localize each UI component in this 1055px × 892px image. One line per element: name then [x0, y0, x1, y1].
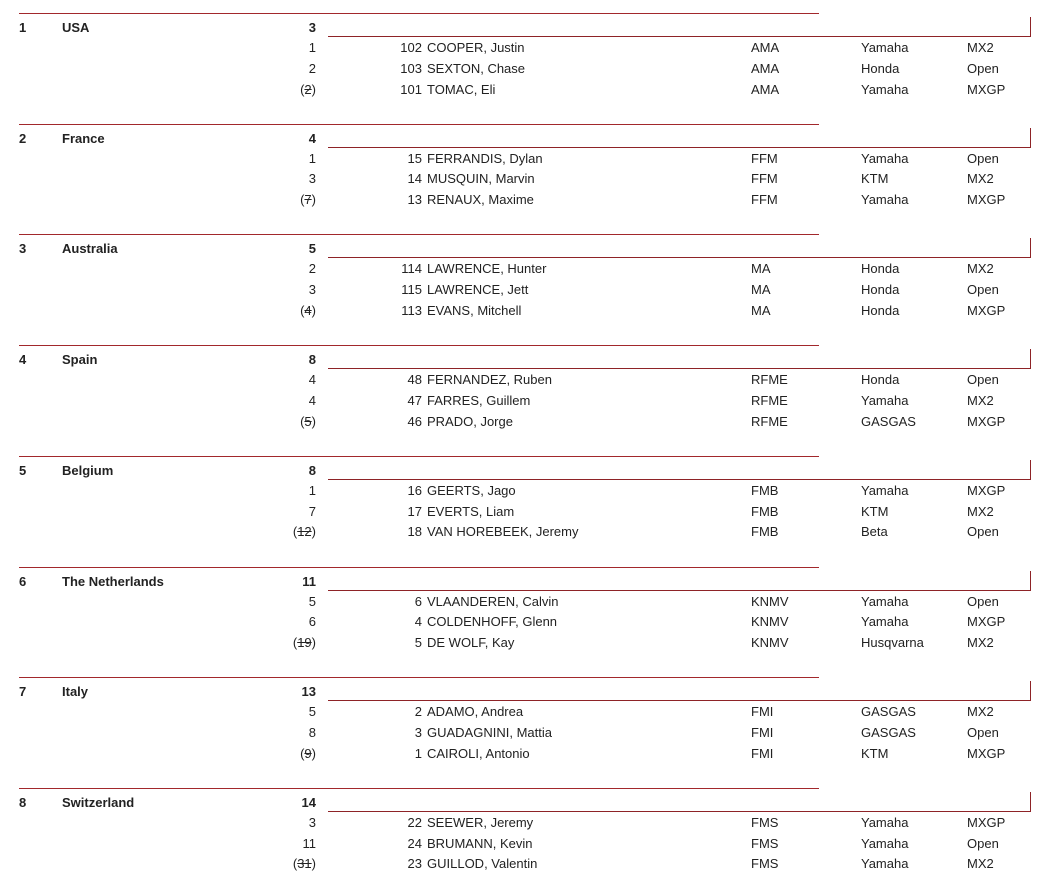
rider-bike: Yamaha: [861, 40, 909, 55]
team-points: 8: [308, 352, 316, 368]
team-points: 3: [308, 20, 316, 35]
rider-position: 7: [308, 503, 316, 519]
rider-class: MXGP: [967, 302, 1006, 318]
divider: [328, 36, 1031, 37]
rider-federation: MA: [751, 282, 771, 298]
rider-position: (9): [300, 745, 316, 761]
rider-bike: Honda: [861, 261, 900, 277]
rider-federation: MA: [751, 302, 771, 318]
rider-bike: Honda: [861, 60, 900, 76]
rider-row: [0, 261, 1055, 279]
rider-federation: FFM: [751, 171, 778, 187]
rider-class: MX2: [967, 392, 994, 408]
divider: [328, 368, 1031, 369]
rider-class: MX2: [967, 171, 994, 187]
rider-row: [0, 725, 1055, 743]
rider-name: DE WOLF, Kay: [427, 635, 515, 651]
team-name: USA: [62, 20, 90, 35]
divider: [19, 677, 819, 678]
rider-class: MXGP: [967, 614, 1006, 630]
team-name: France: [62, 130, 105, 146]
rider-position-value: 12: [297, 524, 312, 540]
rider-bike: Yamaha: [861, 814, 909, 830]
divider: [19, 456, 819, 457]
rider-position-value: 2: [304, 81, 312, 97]
rider-position: 1: [308, 150, 316, 166]
rider-federation: KNMV: [751, 635, 789, 651]
rider-federation: FMS: [751, 814, 779, 830]
divider: [328, 257, 1031, 258]
divider: [328, 700, 1031, 701]
rider-bike: Yamaha: [861, 81, 909, 97]
rider-bike: Yamaha: [861, 150, 909, 166]
divider: [19, 124, 819, 125]
rider-bike: KTM: [861, 171, 889, 187]
rider-bike: KTM: [861, 745, 889, 761]
rider-position: 5: [308, 704, 316, 720]
rider-number: 46: [407, 413, 422, 429]
rider-bike: Honda: [861, 302, 900, 318]
rider-row: [0, 151, 1055, 169]
rider-class: Open: [967, 150, 999, 166]
rider-class: Open: [967, 524, 999, 540]
rider-class: MXGP: [967, 413, 1006, 429]
team-block: [0, 677, 1055, 781]
rider-name: BRUMANN, Kevin: [427, 835, 533, 851]
rider-row: [0, 614, 1055, 632]
rider-position: (4): [300, 302, 316, 318]
rider-name: VLAANDEREN, Calvin: [427, 593, 559, 609]
rider-row: [0, 171, 1055, 189]
team-block: [0, 567, 1055, 671]
team-block: [0, 345, 1055, 449]
rider-number: 16: [407, 482, 422, 498]
team-position: 3: [19, 241, 27, 257]
divider: [19, 234, 819, 235]
rider-position: 1: [308, 40, 316, 55]
team-position: 5: [19, 462, 27, 478]
rider-row: [0, 483, 1055, 501]
divider: [328, 147, 1031, 148]
divider: [19, 345, 819, 346]
rider-class: MXGP: [967, 192, 1006, 208]
rider-position: (12): [292, 524, 316, 540]
rider-federation: FMB: [751, 524, 779, 540]
team-header: [0, 131, 1055, 147]
rider-federation: FFM: [751, 192, 778, 208]
rider-class: Open: [967, 60, 999, 76]
rider-bike: Yamaha: [861, 614, 909, 630]
rider-bike: Beta: [861, 524, 888, 540]
rider-row: [0, 303, 1055, 321]
rider-federation: AMA: [751, 60, 780, 76]
rider-position: 3: [308, 282, 316, 298]
team-points: 14: [301, 794, 316, 810]
rider-name: RENAUX, Maxime: [427, 192, 534, 208]
rider-federation: KNMV: [751, 593, 789, 609]
rider-federation: KNMV: [751, 614, 789, 630]
rider-class: MX2: [967, 704, 994, 720]
rider-row: [0, 82, 1055, 100]
rider-name: VAN HOREBEEK, Jeremy: [427, 524, 579, 540]
divider: [328, 479, 1031, 480]
team-points: 5: [308, 241, 316, 257]
rider-class: MX2: [967, 503, 994, 519]
rider-number: 2: [414, 704, 422, 720]
rider-class: MX2: [967, 635, 994, 651]
rider-row: [0, 282, 1055, 300]
rider-row: [0, 836, 1055, 854]
rider-federation: AMA: [751, 81, 780, 97]
rider-federation: RFME: [751, 372, 788, 388]
rider-row: [0, 40, 1055, 58]
team-name: Spain: [62, 352, 98, 368]
rider-position: 11: [302, 835, 316, 851]
rider-federation: FMI: [751, 704, 774, 720]
rider-position: 2: [308, 261, 316, 277]
rider-position: 5: [308, 593, 316, 609]
rider-row: [0, 372, 1055, 390]
team-position: 2: [19, 130, 27, 146]
team-block: [0, 234, 1055, 338]
rider-class: Open: [967, 724, 999, 740]
rider-number: 6: [414, 593, 422, 609]
rider-name: EVERTS, Liam: [427, 503, 515, 519]
team-header: [0, 352, 1055, 368]
team-points: 4: [308, 130, 316, 146]
rider-federation: AMA: [751, 40, 780, 55]
team-header: [0, 20, 1055, 36]
rider-name: GUADAGNINI, Mattia: [427, 724, 552, 740]
rider-class: MXGP: [967, 482, 1006, 498]
rider-position: 3: [308, 171, 316, 187]
rider-federation: FMB: [751, 482, 779, 498]
rider-bike: Yamaha: [861, 192, 909, 208]
rider-class: Open: [967, 282, 999, 298]
rider-number: 48: [407, 372, 422, 388]
team-name: Belgium: [62, 462, 114, 478]
team-header: [0, 795, 1055, 811]
rider-position: (5): [300, 413, 316, 429]
rider-row: [0, 856, 1055, 874]
team-position: 4: [19, 352, 27, 368]
team-header: [0, 574, 1055, 590]
rider-position: (7): [300, 192, 316, 208]
rider-row: [0, 393, 1055, 411]
rider-name: LAWRENCE, Jett: [427, 282, 529, 298]
rider-row: [0, 414, 1055, 432]
rider-bike: GASGAS: [861, 413, 916, 429]
rider-number: 22: [407, 814, 422, 830]
rider-row: [0, 746, 1055, 764]
rider-number: 1: [414, 745, 422, 761]
rider-row: [0, 704, 1055, 722]
divider: [328, 590, 1031, 591]
team-name: The Netherlands: [62, 573, 164, 589]
rider-position: 1: [308, 482, 316, 498]
rider-position-value: 9: [304, 745, 312, 761]
rider-federation: FMS: [751, 835, 779, 851]
rider-bike: Honda: [861, 282, 900, 298]
rider-class: MXGP: [967, 81, 1006, 97]
team-points: 13: [301, 684, 316, 700]
rider-number: 101: [400, 81, 422, 97]
rider-position-value: 5: [304, 413, 312, 429]
rider-position-value: 31: [297, 856, 312, 872]
team-block: [0, 456, 1055, 560]
rider-bike: Yamaha: [861, 392, 909, 408]
rider-class: MXGP: [967, 745, 1006, 761]
rider-bike: GASGAS: [861, 704, 916, 720]
rider-number: 17: [407, 503, 422, 519]
rider-row: [0, 524, 1055, 542]
rider-number: 4: [414, 614, 422, 630]
rider-number: 102: [400, 40, 422, 55]
rider-position: 2: [308, 60, 316, 76]
team-block: [0, 13, 1055, 117]
rider-class: MXGP: [967, 814, 1006, 830]
rider-number: 113: [401, 302, 422, 318]
rider-name: FARRES, Guillem: [427, 392, 531, 408]
rider-name: FERNANDEZ, Ruben: [427, 372, 552, 388]
rider-position-value: 19: [297, 635, 312, 651]
rider-federation: RFME: [751, 413, 788, 429]
rider-class: Open: [967, 593, 999, 609]
rider-number: 15: [407, 150, 422, 166]
divider: [19, 567, 819, 568]
rider-number: 114: [401, 261, 422, 277]
rider-class: Open: [967, 835, 999, 851]
rider-bike: KTM: [861, 503, 889, 519]
rider-row: [0, 192, 1055, 210]
rider-class: MX2: [967, 40, 994, 55]
rider-federation: FMI: [751, 745, 774, 761]
rider-name: GUILLOD, Valentin: [427, 856, 538, 872]
rider-name: PRADO, Jorge: [427, 413, 513, 429]
rider-name: SEEWER, Jeremy: [427, 814, 534, 830]
rider-number: 18: [407, 524, 422, 540]
rider-name: ADAMO, Andrea: [427, 704, 524, 720]
rider-number: 24: [407, 835, 422, 851]
rider-position: 4: [308, 392, 316, 408]
divider: [19, 788, 819, 789]
rider-federation: MA: [751, 261, 771, 277]
team-position: 6: [19, 573, 27, 589]
rider-row: [0, 594, 1055, 612]
rider-bike: Honda: [861, 372, 900, 388]
rider-class: MX2: [967, 856, 994, 872]
rider-number: 13: [407, 192, 422, 208]
rider-number: 115: [401, 282, 422, 298]
rider-position: 8: [308, 724, 316, 740]
team-points: 8: [308, 462, 316, 478]
rider-row: [0, 504, 1055, 522]
rider-position-value: 7: [304, 192, 312, 208]
rider-bike: Yamaha: [861, 593, 909, 609]
rider-row: [0, 635, 1055, 653]
team-name: Switzerland: [62, 794, 135, 810]
rider-name: CAIROLI, Antonio: [427, 745, 530, 761]
rider-number: 5: [414, 635, 422, 651]
rider-federation: FMS: [751, 856, 779, 872]
divider: [328, 811, 1031, 812]
rider-position: 3: [308, 814, 316, 830]
rider-bike: GASGAS: [861, 724, 916, 740]
rider-position: 6: [308, 614, 316, 630]
rider-federation: FMB: [751, 503, 779, 519]
rider-row: [0, 61, 1055, 79]
rider-federation: FMI: [751, 724, 774, 740]
rider-name: GEERTS, Jago: [427, 482, 516, 498]
rider-number: 3: [414, 724, 422, 740]
divider: [19, 13, 819, 14]
rider-federation: RFME: [751, 392, 788, 408]
team-block: [0, 788, 1055, 892]
team-header: [0, 463, 1055, 479]
rider-name: SEXTON, Chase: [427, 60, 526, 76]
rider-bike: Yamaha: [861, 482, 909, 498]
rider-name: EVANS, Mitchell: [427, 302, 522, 318]
team-position: 1: [19, 20, 27, 35]
rider-name: MUSQUIN, Marvin: [427, 171, 535, 187]
team-position: 8: [19, 794, 27, 810]
team-block: [0, 124, 1055, 228]
rider-class: MX2: [967, 261, 994, 277]
rider-position: (2): [300, 81, 316, 97]
rider-bike: Yamaha: [861, 835, 909, 851]
team-header: [0, 684, 1055, 700]
team-points: 11: [302, 573, 316, 589]
rider-name: TOMAC, Eli: [427, 81, 496, 97]
team-position: 7: [19, 684, 27, 700]
rider-number: 103: [400, 60, 422, 76]
rider-federation: FFM: [751, 150, 778, 166]
rider-bike: Yamaha: [861, 856, 909, 872]
rider-name: COLDENHOFF, Glenn: [427, 614, 558, 630]
rider-name: LAWRENCE, Hunter: [427, 261, 547, 277]
rider-position: 4: [308, 372, 316, 388]
rider-position: (19): [292, 635, 316, 651]
rider-row: [0, 815, 1055, 833]
rider-class: Open: [967, 372, 999, 388]
rider-number: 14: [407, 171, 422, 187]
team-name: Italy: [62, 684, 89, 700]
rider-position-value: 4: [304, 302, 312, 318]
rider-bike: Husqvarna: [861, 635, 924, 651]
team-name: Australia: [62, 241, 118, 257]
rider-position: (31): [292, 856, 316, 872]
team-header: [0, 241, 1055, 257]
rider-name: FERRANDIS, Dylan: [427, 150, 543, 166]
rider-name: COOPER, Justin: [427, 40, 525, 55]
rider-number: 23: [407, 856, 422, 872]
rider-number: 47: [407, 392, 422, 408]
